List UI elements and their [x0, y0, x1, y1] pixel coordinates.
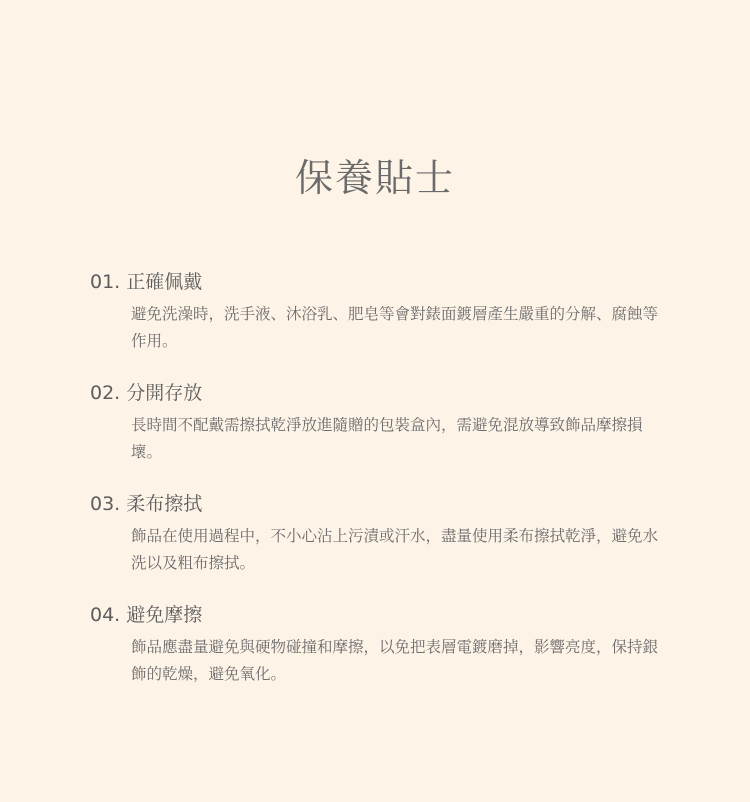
- tip-number: 02.: [90, 382, 121, 404]
- tip-heading: [90, 599, 670, 631]
- tip-body: 飾品應盡量避免與硬物碰撞和摩擦，以免把表層電鍍磨掉，影響亮度，保持銀飾的乾燥，避免氧化。: [131, 638, 659, 683]
- tip-item-4: [90, 599, 670, 688]
- tip-heading: [90, 488, 670, 520]
- tip-heading-text: 柔布擦拭: [126, 493, 203, 515]
- tip-body: 長時間不配戴需擦拭乾淨放進隨贈的包裝盒內，需避免混放導致飾品摩擦損壞。: [131, 416, 643, 461]
- tip-number: 03.: [90, 493, 121, 515]
- tip-number: 01.: [90, 271, 121, 293]
- tip-number: 04.: [90, 604, 121, 626]
- tip-body: 避免洗澡時，洗手液、沐浴乳、肥皂等會對錶面鍍層產生嚴重的分解、腐蝕等作用。: [131, 305, 659, 350]
- tip-heading-text: 正確佩戴: [126, 271, 203, 293]
- tip-body: 飾品在使用過程中，不小心沾上污漬或汗水，盡量使用柔布擦拭乾淨，避免水洗以及粗布擦拭。: [131, 527, 659, 572]
- tip-item-3: [90, 488, 670, 577]
- tip-item-2: [90, 377, 670, 466]
- tip-heading: [90, 377, 670, 409]
- page-title: 保養貼士: [294, 156, 455, 200]
- tip-item-1: [90, 266, 670, 355]
- tip-heading: [90, 266, 670, 298]
- tip-heading-text: 分開存放: [126, 382, 203, 404]
- care-tips-list: [90, 266, 670, 710]
- tip-heading-text: 避免摩擦: [126, 604, 203, 626]
